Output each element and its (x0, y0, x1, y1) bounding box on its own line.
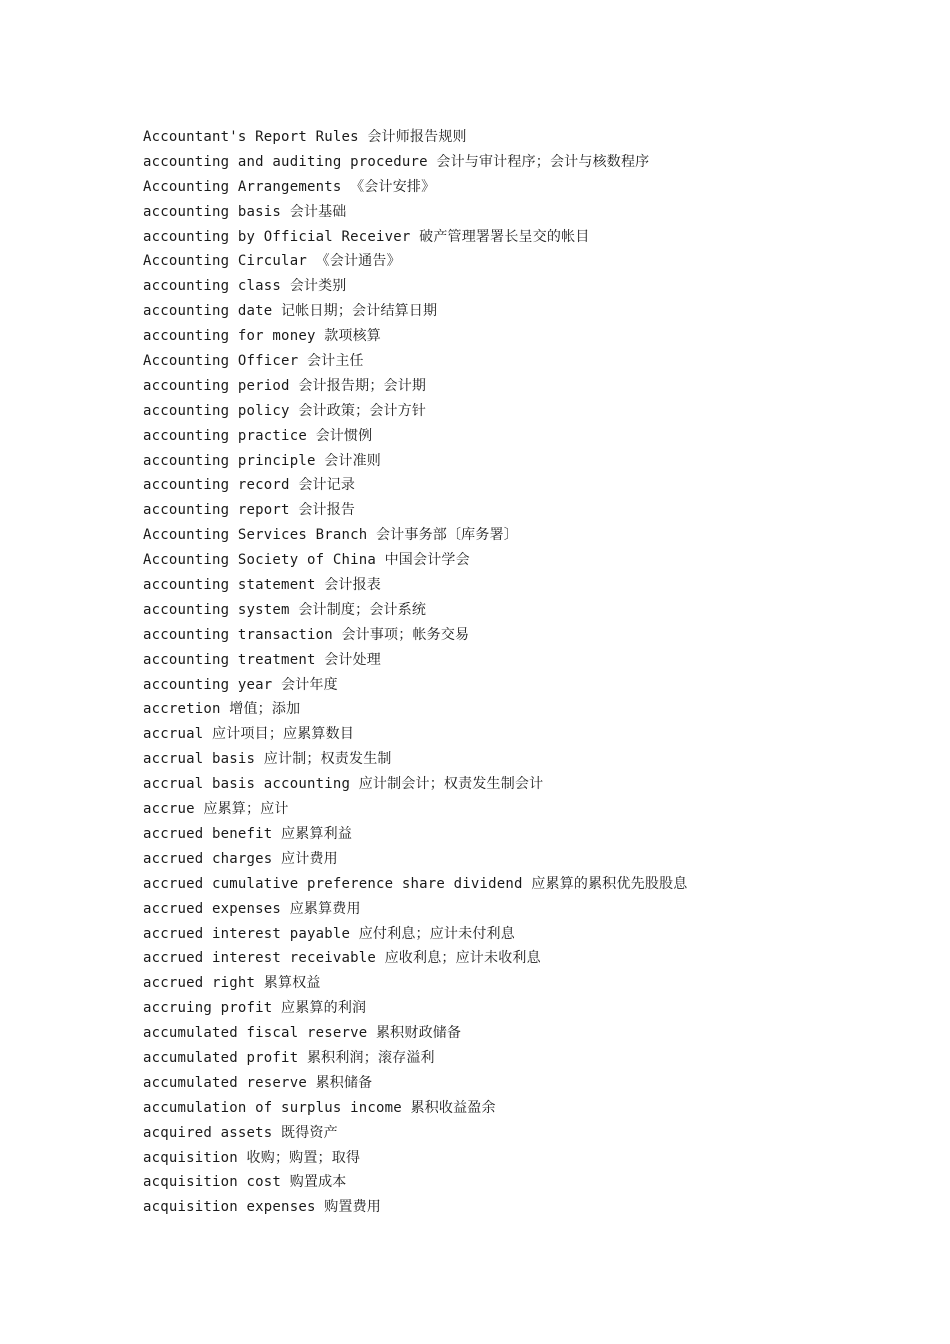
glossary-entry: accounting basis 会计基础 (143, 203, 347, 220)
glossary-entry: Accounting Services Branch 会计事务部〔库务署〕 (143, 527, 518, 544)
glossary-entry: accrual 应计项目；应累算数目 (143, 726, 355, 743)
glossary-entry: accrue 应累算；应计 (143, 801, 289, 818)
glossary-entry: acquired assets 既得资产 (143, 1124, 338, 1141)
glossary-entry: accrued benefit 应累算利益 (143, 825, 353, 842)
glossary-entry: accrued right 累算权益 (143, 975, 321, 992)
glossary-entry: accounting policy 会计政策；会计方针 (143, 402, 427, 419)
glossary-list (143, 125, 688, 1220)
glossary-entry: accretion 增值；添加 (143, 701, 301, 718)
glossary-entry: accrual basis accounting 应计制会计；权责发生制会计 (143, 776, 544, 793)
glossary-entry: accruing profit 应累算的利润 (143, 1000, 367, 1017)
glossary-entry: accounting date 记帐日期；会计结算日期 (143, 303, 438, 320)
glossary-entry: accrued expenses 应累算费用 (143, 900, 361, 917)
glossary-entry: Accounting Society of China 中国会计学会 (143, 552, 470, 569)
glossary-entry: accounting record 会计记录 (143, 477, 356, 494)
glossary-entry: acquisition expenses 购置费用 (143, 1199, 382, 1216)
glossary-entry: accounting by Official Receiver 破产管理署署长呈交的帐目 (143, 228, 590, 245)
glossary-entry: Accounting Officer 会计主任 (143, 353, 364, 370)
glossary-entry: accrued interest payable 应付利息；应计未付利息 (143, 925, 515, 942)
glossary-entry: accounting transaction 会计事项；帐务交易 (143, 626, 470, 643)
glossary-entry: Accountant's Report Rules 会计师报告规则 (143, 129, 467, 145)
glossary-entry: accrued interest receivable 应收利息；应计未收利息 (143, 950, 541, 967)
glossary-entry: accumulated reserve 累积储备 (143, 1074, 373, 1091)
glossary-entry: accounting class 会计类别 (143, 278, 347, 295)
glossary-entry: accounting practice 会计惯例 (143, 427, 373, 444)
glossary-entry: accrued charges 应计费用 (143, 850, 338, 867)
glossary-entry: accounting period 会计报告期；会计期 (143, 377, 427, 394)
glossary-entry: accounting report 会计报告 (143, 502, 356, 519)
glossary-entry: accounting for money 款项核算 (143, 328, 382, 345)
glossary-entry: accounting year 会计年度 (143, 676, 338, 693)
glossary-entry: accrued cumulative preference share dividend 应累算的累积优先股股息 (143, 875, 688, 892)
glossary-entry: accounting principle 会计准则 (143, 452, 382, 469)
glossary-entry: Accounting Arrangements 《会计安排》 (143, 178, 436, 195)
glossary-entry: accumulated fiscal reserve 累积财政储备 (143, 1025, 462, 1042)
glossary-entry: accounting and auditing procedure 会计与审计程序；会计与核数程序 (143, 153, 650, 170)
glossary-entry: accounting statement 会计报表 (143, 577, 382, 594)
glossary-entry: accounting treatment 会计处理 (143, 651, 382, 668)
glossary-entry: Accounting Circular 《会计通告》 (143, 253, 401, 270)
glossary-entry: acquisition cost 购置成本 (143, 1174, 347, 1191)
glossary-entry: accumulated profit 累积利润；滚存溢利 (143, 1049, 435, 1066)
glossary-entry: accounting system 会计制度；会计系统 (143, 601, 427, 618)
glossary-entry: accrual basis 应计制；权责发生制 (143, 751, 392, 768)
glossary-entry: acquisition 收购；购置；取得 (143, 1149, 361, 1166)
glossary-entry: accumulation of surplus income 累积收益盈余 (143, 1099, 496, 1116)
